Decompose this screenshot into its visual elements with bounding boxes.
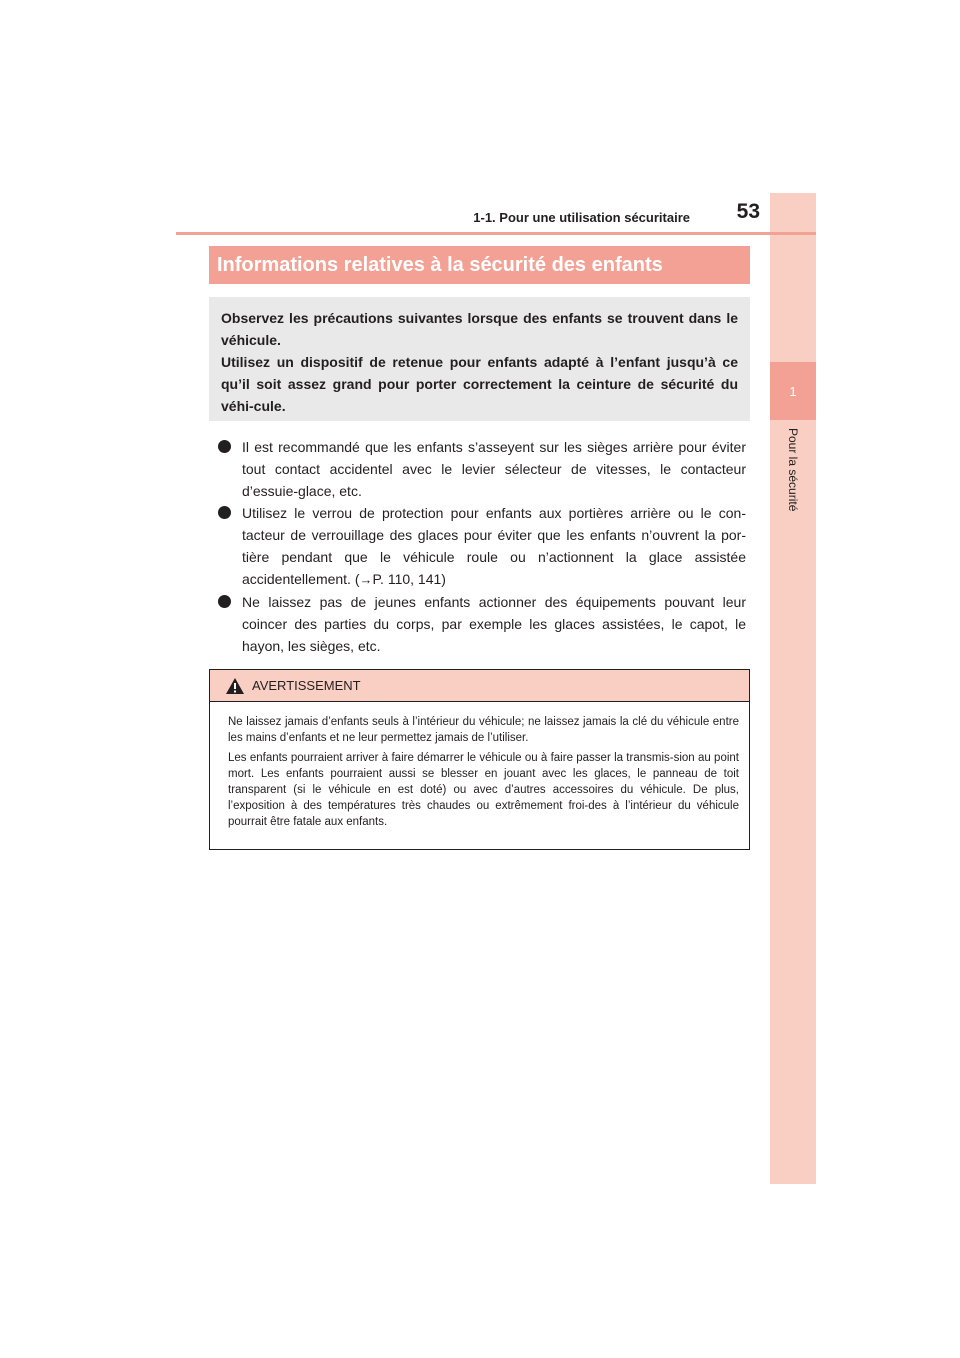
chapter-side-tab (770, 193, 816, 1184)
warning-paragraph-1: Ne laissez jamais d’enfants seuls à l’intérieur du véhicule; ne laissez jamais la clé du véhicule entre les mains d’enfants et ne leur permettez jamais de l’utiliser. (228, 716, 739, 744)
bullet-dot-icon (218, 440, 231, 453)
intro-line-1: Observez les précautions suivantes lorsque des enfants se trouvent dans le véhicule. (221, 310, 738, 348)
bullet-dot-icon (218, 595, 231, 608)
bullet-text: Utilisez le verrou de protection pour enfants aux portières arrière ou le con-tacteur de verrouillage des glaces pour éviter que les enfants n’ouvrent la por-tière pendant que le véhicule roule ou n’actionnent la glace assistée accidentellement. ( (242, 505, 746, 587)
arrow-right-icon: → (359, 572, 373, 587)
bullet-list (218, 436, 746, 657)
warning-paragraph-2: Les enfants pourraient arriver à faire démarrer le véhicule ou à faire passer la transmis-sion au point mort. Les enfants pourraient aussi se blesser en jouant avec les glaces, le panneau de toit transparent (si le véhicule en est doté) ou avec d’autres accessoires du véhicule. De plus, l’exposition à des températures très chaudes ou extrêmement froi-des à l’intérieur du véhicule pourrait être fatale aux enfants. (228, 752, 739, 828)
list-item (218, 436, 746, 502)
warning-body (210, 702, 749, 830)
bullet-dot-icon (218, 506, 231, 519)
chapter-label-text: Pour la sécurité (786, 428, 800, 512)
warning-header (210, 670, 749, 702)
bullet-text: Il est recommandé que les enfants s’asseyent sur les sièges arrière pour éviter tout contact accidentel avec le levier sélecteur de vitesses, le contacteur d’essuie-glace, etc. (242, 439, 746, 499)
chapter-number: 1 (770, 362, 816, 420)
list-item (218, 502, 746, 591)
page-number: 53 (736, 200, 760, 223)
chapter-label (770, 428, 816, 538)
header-rule (176, 232, 816, 235)
list-item (218, 591, 746, 657)
warning-box (209, 669, 750, 850)
page-reference-link[interactable]: P. 110, 141) (372, 571, 446, 587)
intro-box (209, 297, 750, 421)
bullet-text: Ne laissez pas de jeunes enfants actionner des équipements pouvant leur coincer des parties du corps, par exemple les glaces assistées, le capot, le hayon, les sièges, etc. (242, 594, 746, 654)
page-title (209, 246, 750, 284)
warning-triangle-icon (226, 678, 244, 694)
warning-label: AVERTISSEMENT (252, 678, 361, 693)
page-title-text: Informations relatives à la sécurité des enfants (217, 253, 663, 276)
section-header: 1-1. Pour une utilisation sécuritaire (473, 210, 690, 225)
intro-line-2: Utilisez un dispositif de retenue pour enfants adapté à l’enfant jusqu’à ce qu’il soit assez grand pour porter correctement la ceinture de sécurité du véhi-cule. (221, 354, 738, 414)
